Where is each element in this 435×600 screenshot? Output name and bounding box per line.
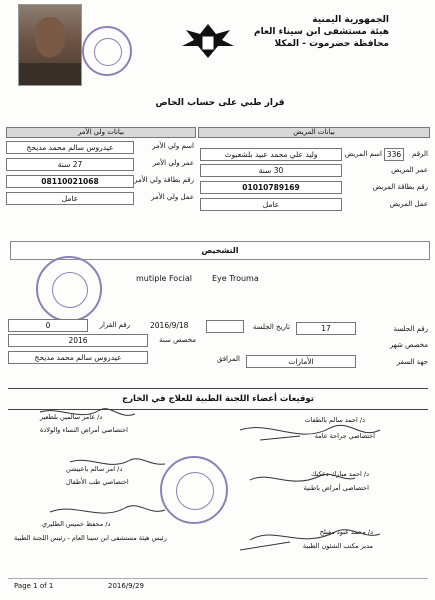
patient-age-label: عمر المريض bbox=[391, 166, 428, 174]
diagnosis-stamp bbox=[36, 256, 102, 322]
travel-label: جهة السفر bbox=[396, 358, 428, 366]
travel-field: الأمارات bbox=[246, 355, 356, 368]
guardian-job-field: عامل bbox=[6, 192, 134, 205]
signature-l3 bbox=[50, 506, 165, 513]
sig-r1-role: اختصاصي جراحة عامة bbox=[314, 432, 375, 440]
month-label: مخصص شهر bbox=[389, 341, 428, 349]
guardian-name-field: عيدروس سالم محمد مديحج bbox=[6, 141, 134, 154]
companion-field: عيدروس سالم محمد مديحج bbox=[8, 351, 148, 364]
sig-r1-name: د/ احمد سالم بالطفات bbox=[304, 416, 365, 424]
guardian-age-field: 27 سنة bbox=[6, 158, 134, 171]
document-title: قرار طبي على حساب الخاص bbox=[155, 98, 285, 108]
patient-id-label: رقم بطاقة المريض bbox=[372, 183, 428, 191]
sig-l2-role: اختصاصي طب الأطفال bbox=[66, 478, 129, 486]
sig-l3-role: رئيس هيئة مستشفى ابن سينا العام - رئيس اللجنة الطبية bbox=[14, 534, 167, 542]
header-block bbox=[239, 14, 389, 50]
sig-r3-role: مدير مكتب الشئون الطبية bbox=[302, 542, 373, 550]
hospital-stamp bbox=[82, 26, 132, 76]
sig-r2-role: اختصاصي أمراض باطنية bbox=[303, 484, 369, 492]
patient-section-header: بيانات المريض bbox=[198, 127, 430, 138]
decision-no-label: رقم القرار bbox=[99, 321, 130, 329]
guardian-name-label: اسم ولي الأمر bbox=[152, 142, 194, 150]
signature-r3 bbox=[240, 530, 380, 550]
signature-r2 bbox=[250, 474, 355, 481]
footer-page: Page 1 of 1 bbox=[14, 582, 54, 590]
session-date-value: 2016/9/18 bbox=[150, 321, 189, 330]
signature-l2 bbox=[70, 459, 165, 465]
patient-no-field: 336 bbox=[384, 148, 404, 161]
header-line-1: الجمهورية اليمنية bbox=[312, 15, 389, 25]
patient-photo bbox=[18, 4, 82, 86]
session-date-empty-field bbox=[206, 320, 244, 333]
yemen-emblem-icon bbox=[178, 20, 238, 62]
header-line-2: هيئة مستشفى ابن سيناء العام bbox=[254, 27, 389, 37]
companion-label: المرافق bbox=[216, 355, 240, 363]
signature-l1 bbox=[40, 409, 135, 416]
footer-date: 2016/9/29 bbox=[108, 582, 144, 590]
patient-id-field: 01010789169 bbox=[200, 181, 342, 194]
sig-r3-name: د/ محمد عبود مفيلح bbox=[319, 528, 373, 536]
diagnosis-text-2: Eye Trouma bbox=[212, 274, 259, 283]
year-label: مخصص سنة bbox=[159, 336, 196, 344]
signature-strokes bbox=[0, 400, 435, 570]
sig-r2-name: د/ احمد مبارك دعكيك bbox=[311, 470, 369, 478]
patient-age-field: 30 سنة bbox=[200, 164, 342, 177]
patient-no-label: الرقم bbox=[412, 150, 428, 158]
sig-l2-name: د/ امر سالم باعبيشن bbox=[66, 465, 123, 473]
diagnosis-text-1: mutiple Focial bbox=[136, 274, 192, 283]
patient-job-field: عامل bbox=[200, 198, 342, 211]
guardian-id-label: رقم بطاقة ولي الأمر bbox=[134, 176, 194, 184]
patient-name-label: اسم المريض bbox=[344, 150, 382, 158]
sig-l1-role: اختصاصي أمراض النساء والولادة bbox=[40, 426, 128, 434]
patient-job-label: عمل المريض bbox=[389, 200, 428, 208]
sig-l1-name: د/ عامر سالمين بلطعير bbox=[40, 413, 103, 421]
guardian-section-header: بيانات ولي الأمر bbox=[6, 127, 196, 138]
signatures-title: توقيعات أعضاء اللجنة الطبية للعلاج في الخارج bbox=[122, 394, 314, 404]
header-line-3: محافظة حضرموت - المكلا bbox=[274, 39, 389, 49]
session-no-label: رقم الجلسة bbox=[393, 325, 428, 333]
guardian-id-field: 08110021068 bbox=[6, 175, 134, 188]
guardian-job-label: عمل ولي الأمر bbox=[151, 193, 194, 201]
year-field: 2016 bbox=[8, 334, 148, 347]
sig-l3-name: د/ محفظ خميس الطليري bbox=[42, 520, 111, 528]
guardian-age-label: عمر ولي الأمر bbox=[152, 159, 194, 167]
patient-name-field: وليد علي محمد عبيد بلشعيوث bbox=[200, 148, 342, 161]
diagnosis-label: التشخيص bbox=[201, 246, 239, 255]
session-no-field: 17 bbox=[296, 322, 356, 335]
signature-r1 bbox=[240, 425, 380, 440]
session-date-label: تاريخ الجلسة bbox=[252, 323, 290, 331]
footer-rule bbox=[8, 578, 428, 579]
decision-no-field: 0 bbox=[8, 319, 88, 332]
